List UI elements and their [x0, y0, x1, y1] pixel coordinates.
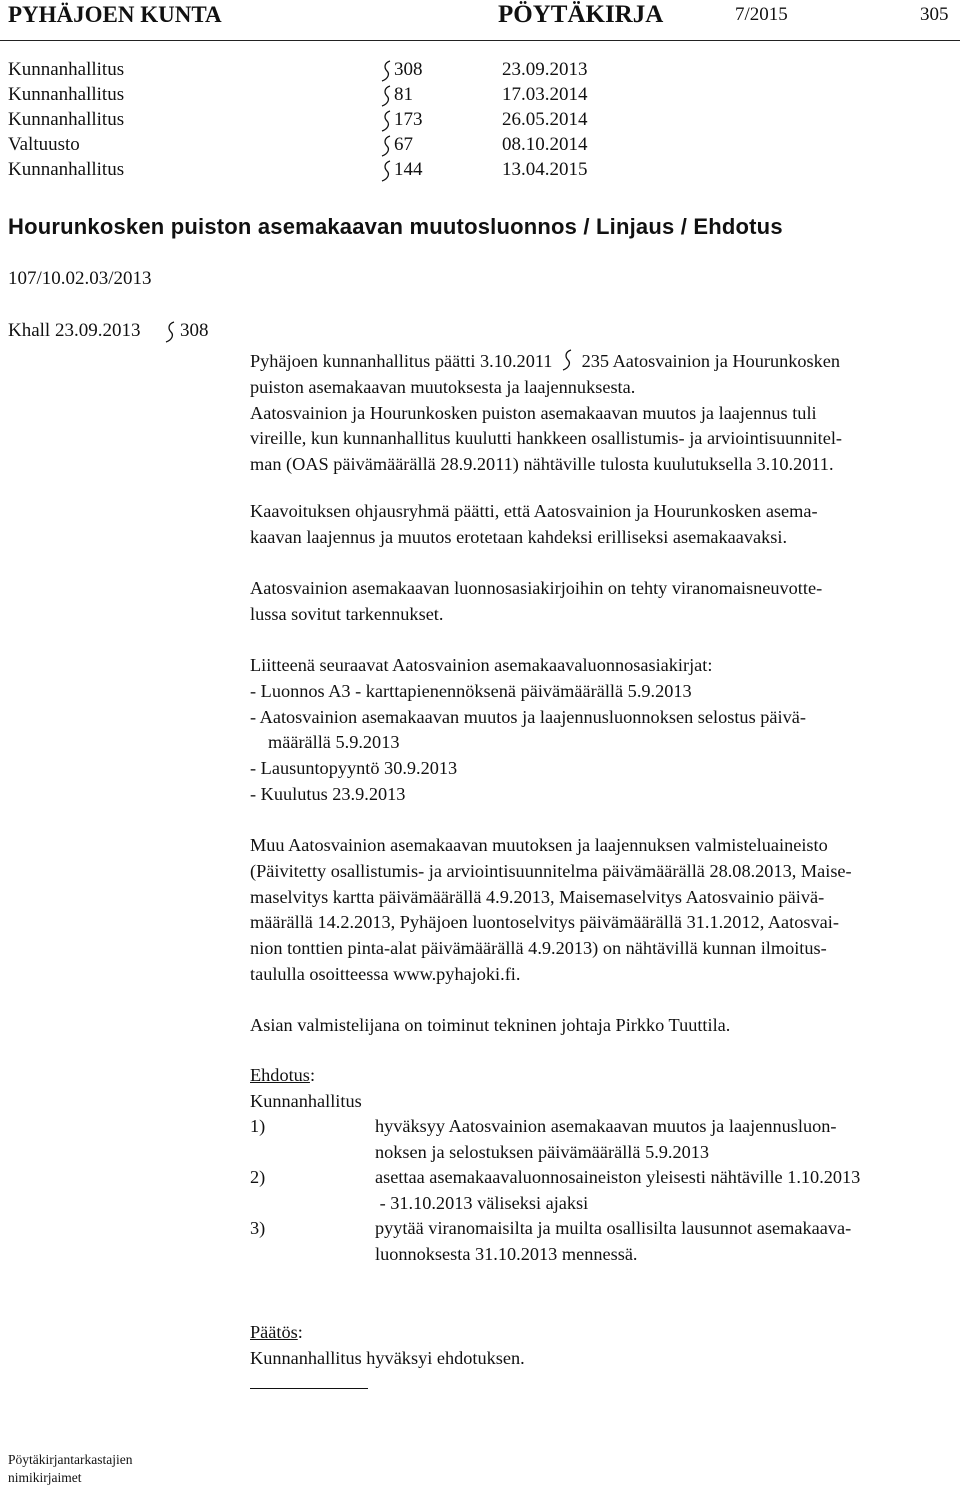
- proposal-item: [250, 1165, 950, 1217]
- history-num: 81: [394, 84, 413, 105]
- section-sign-icon: [380, 110, 392, 132]
- paragraph-materials: [250, 833, 950, 988]
- paragraph-line: Muu Aatosvainion asemakaavan muutoksen ja laajennuksen valmisteluaineisto: [250, 835, 828, 855]
- reference-number: 107/10.02.03/2013: [8, 268, 152, 289]
- attachment-item: - Aatosvainion asemakaavan muutos ja laajennusluonnoksen selostus päivä-: [250, 706, 806, 727]
- decision-label: Päätös: [250, 1322, 298, 1342]
- history-body: Kunnanhallitus: [8, 159, 125, 180]
- paragraph-steering-group: [250, 499, 950, 551]
- attachments-intro: Liitteenä seuraavat Aatosvainion asemakaavaluonnosasiakirjat:: [250, 655, 713, 675]
- document-type: PÖYTÄKIRJA: [498, 1, 664, 28]
- history-body: Kunnanhallitus: [8, 84, 125, 105]
- history-date: 23.09.2013: [502, 59, 588, 80]
- attachment-item: - Kuulutus 23.9.2013: [250, 783, 406, 804]
- attachment-item: määrällä 5.9.2013: [268, 732, 400, 753]
- history-date: 13.04.2015: [502, 159, 588, 180]
- proposal-colon: :: [309, 1065, 316, 1085]
- paragraph-text: Pyhäjoen kunnanhallitus päätti 3.10.2011: [250, 351, 553, 371]
- paragraph-line: vireille, kun kunnanhallitus kuulutti hankkeen osallistumis- ja arviointisuunnitel-: [250, 428, 843, 449]
- footer-label: nimikirjaimet: [8, 1470, 82, 1485]
- paragraph-line: lussa sovitut tarkennukset.: [250, 603, 444, 624]
- proposal-item-line: noksen ja selostuksen päivämäärällä 5.9.2013: [375, 1141, 710, 1162]
- proposal-item: [250, 1216, 950, 1268]
- paragraph-line: määrällä 14.2.2013, Pyhäjoen luontoselvitys päivämäärällä 31.1.2012, Aatosvai-: [250, 912, 839, 933]
- paragraph-line: Aatosvainion asemakaavan luonnosasiakirjoihin on tehty viranomaisneuvotte-: [250, 578, 823, 598]
- decision-colon: :: [297, 1322, 303, 1342]
- proposal-item-line: asettaa asemakaavaluonnosaineiston yleisesti nähtäville 1.10.2013: [375, 1167, 861, 1187]
- section-sign-icon: [164, 321, 176, 343]
- paragraph-line: maselvitys kartta päivämäärällä 4.9.2013, Maisemaselvitys Aatosvainio päivä-: [250, 886, 825, 907]
- attachments-list: [250, 653, 950, 808]
- section-sign-icon: [380, 85, 392, 107]
- proposal-item-number: 3): [250, 1218, 266, 1238]
- municipality-name: PYHÄJOEN KUNTA: [8, 2, 222, 27]
- history-body: Valtuusto: [8, 134, 80, 155]
- decision-text: Kunnanhallitus hyväksyi ehdotuksen.: [250, 1347, 525, 1368]
- meeting-section-number: 308: [180, 320, 209, 341]
- issue-number: 7/2015: [735, 4, 788, 25]
- history-num: 308: [394, 59, 423, 80]
- history-num: 173: [394, 109, 423, 130]
- paragraph-text: 235 Aatosvainion ja Hourunkosken: [581, 351, 841, 371]
- paragraph-line: nion tonttien pinta-alat päivämäärällä 4.9.2013) on nähtävillä kunnan ilmoitus-: [250, 938, 827, 959]
- section-sign-icon: [380, 160, 392, 182]
- proposal-body: Kunnanhallitus: [250, 1090, 362, 1111]
- attachment-item: - Luonnos A3 - karttapienennöksenä päivämäärällä 5.9.2013: [250, 680, 692, 701]
- paragraph-line: (Päivitetty osallistumis- ja arviointisuunnitelma päivämäärällä 28.08.2013, Maise-: [250, 860, 852, 881]
- agenda-title: Hourunkosken puiston asemakaavan muutosluonnos / Linjaus / Ehdotus: [8, 214, 783, 239]
- proposal-label: Ehdotus: [250, 1065, 310, 1085]
- page-number: 305: [920, 4, 949, 25]
- attachment-item: - Lausuntopyyntö 30.9.2013: [250, 758, 458, 779]
- proposal-item-line: hyväksyy Aatosvainion asemakaavan muutos ja laajennusluon-: [375, 1116, 837, 1136]
- signature-rule: [250, 1388, 368, 1389]
- section-sign-icon: [561, 349, 573, 371]
- proposal-item-line: pyytää viranomaisilta ja muilta osallisilta lausunnot asemakaava-: [375, 1218, 852, 1238]
- meeting-label: Khall 23.09.2013: [8, 320, 141, 341]
- proposal-item-number: 2): [250, 1167, 266, 1187]
- paragraph-line: Asian valmistelijana on toiminut tekninen johtaja Pirkko Tuuttila.: [250, 1015, 731, 1035]
- history-num: 67: [394, 134, 413, 155]
- paragraph-line: puiston asemakaavan muutoksesta ja laajennuksesta.: [250, 376, 636, 397]
- paragraph-line: man (OAS päivämäärällä 28.9.2011) nähtäville tulosta kuulutuksella 3.10.2011.: [250, 454, 834, 475]
- section-sign-icon: [380, 135, 392, 157]
- proposal-item-line: luonnoksesta 31.10.2013 mennessä.: [375, 1243, 638, 1264]
- paragraph-background: [250, 345, 950, 478]
- paragraph-line: Kaavoituksen ohjausryhmä päätti, että Aatosvainion ja Hourunkosken asema-: [250, 501, 818, 521]
- proposal-heading: [250, 1063, 950, 1115]
- paragraph-refinements: [250, 576, 950, 628]
- paragraph-line: taululla osoitteessa www.pyhajoki.fi.: [250, 963, 521, 984]
- history-date: 17.03.2014: [502, 84, 588, 105]
- header-divider: [0, 40, 960, 41]
- proposal-item-number: 1): [250, 1116, 266, 1136]
- proposal-item: [250, 1114, 950, 1166]
- proposal-item-line: - 31.10.2013 väliseksi ajaksi: [375, 1192, 589, 1213]
- history-num: 144: [394, 159, 423, 180]
- paragraph-preparer: [250, 1013, 950, 1039]
- history-date: 08.10.2014: [502, 134, 588, 155]
- history-body: Kunnanhallitus: [8, 59, 125, 80]
- history-date: 26.05.2014: [502, 109, 588, 130]
- paragraph-line: Aatosvainion ja Hourunkosken puiston asemakaavan muutos ja laajennus tuli: [250, 402, 817, 423]
- decision-section: [250, 1320, 950, 1372]
- section-sign-icon: [380, 60, 392, 82]
- history-body: Kunnanhallitus: [8, 109, 125, 130]
- paragraph-line: kaavan laajennus ja muutos erotetaan kahdeksi erilliseksi asemakaavaksi.: [250, 526, 788, 547]
- footer-label: Pöytäkirjantarkastajien: [8, 1452, 133, 1467]
